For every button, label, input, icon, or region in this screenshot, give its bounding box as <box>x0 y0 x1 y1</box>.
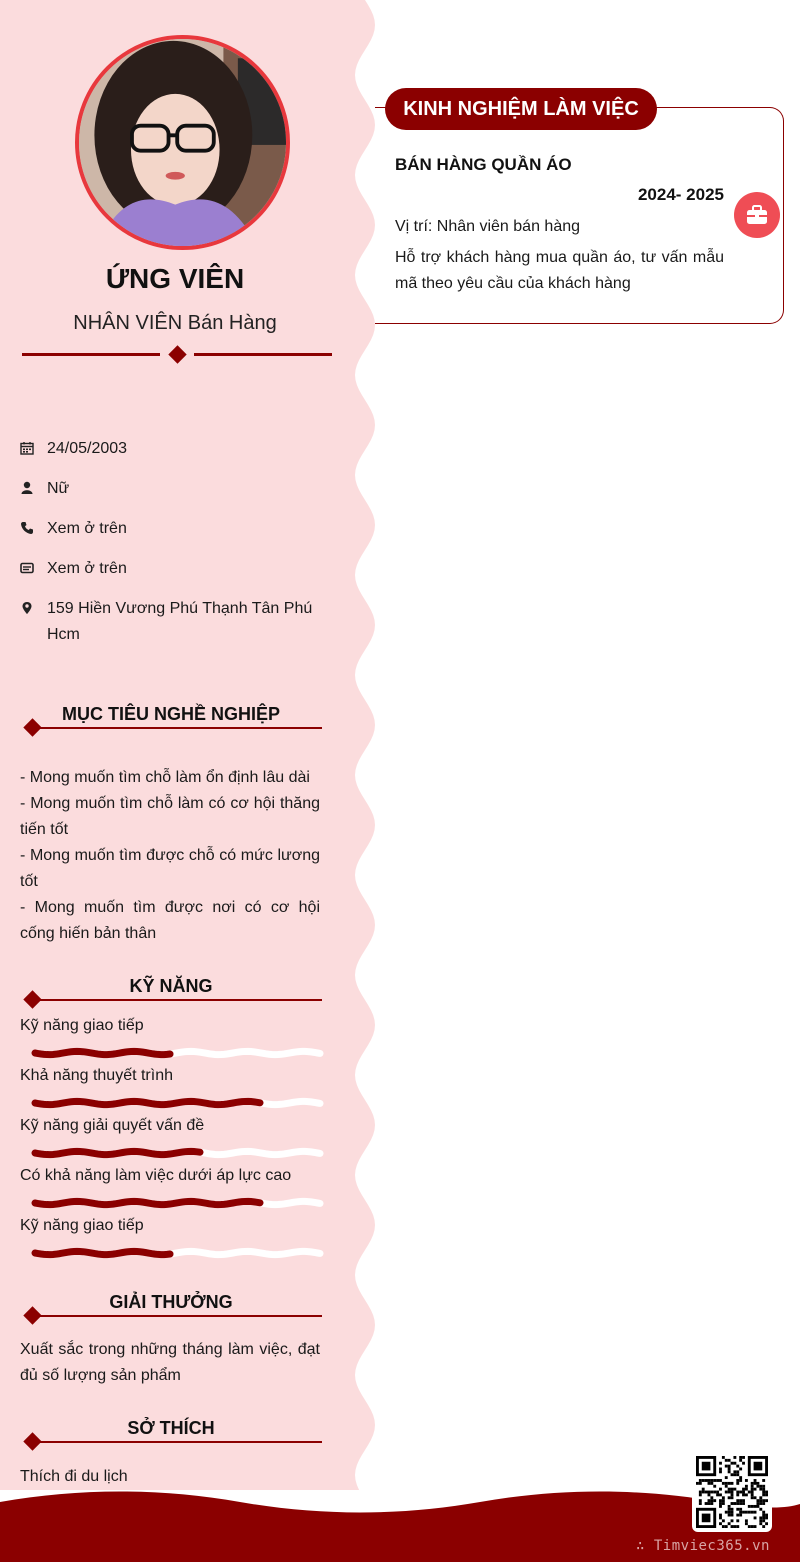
awards-text: Xuất sắc trong những tháng làm việc, đạt đủ số lượng sản phẩm <box>20 1341 320 1384</box>
email-icon <box>20 556 47 575</box>
skill-label: Có khả năng làm việc dưới áp lực cao <box>20 1167 292 1184</box>
skill-bar-fill <box>35 1051 170 1054</box>
contact-phone-text: Xem ở trên <box>47 520 127 537</box>
skill-label: Khả năng thuyết trình <box>20 1067 173 1084</box>
contact-birthday <box>20 436 320 462</box>
experience-position: Vị trí: Nhân viên bán hàng <box>395 218 581 235</box>
skill-bar <box>35 1098 320 1108</box>
candidate-job-title: NHÂN VIÊN Bán Hàng <box>73 312 277 334</box>
contact-email <box>20 556 320 582</box>
skill-label: Kỹ năng giải quyết vấn đề <box>20 1117 205 1134</box>
awards-heading-label: GIẢI THƯỞNG <box>109 1292 233 1312</box>
avatar-photo <box>75 35 290 250</box>
objective-line: - Mong muốn tìm chỗ làm ổn định lâu dài <box>20 769 310 786</box>
footer-brand: ∴ Timviec365.vn <box>636 1538 770 1554</box>
objective-heading <box>20 704 322 732</box>
skill-bar-fill <box>35 1251 170 1254</box>
skill-label: Kỹ năng giao tiếp <box>20 1017 144 1034</box>
skills-heading <box>20 976 322 1004</box>
contact-phone <box>20 516 320 542</box>
objective-line: - Mong muốn tìm chỗ làm có cơ hội thăng tiến tốt <box>20 795 320 838</box>
calendar-icon <box>20 436 47 455</box>
skill-bar <box>35 1248 320 1258</box>
candidate-name: ỨNG VIÊN <box>105 263 245 294</box>
briefcase-icon <box>734 192 780 238</box>
contact-list <box>20 436 320 662</box>
objective-line: - Mong muốn tìm được nơi có cơ hội cống hiến bản thân <box>20 899 320 942</box>
contact-email-text: Xem ở trên <box>47 560 127 577</box>
phone-icon <box>20 516 47 535</box>
hobbies-text: Thích đi du lịch <box>20 1468 128 1485</box>
skill-bar <box>35 1148 320 1158</box>
title-divider <box>22 346 332 364</box>
qr-code <box>692 1452 772 1532</box>
skills-heading-label: KỸ NĂNG <box>129 976 213 996</box>
skill-bar <box>35 1198 320 1208</box>
location-icon <box>20 596 47 615</box>
contact-birthday-text: 24/05/2003 <box>47 440 128 457</box>
skill-bar-fill <box>35 1201 260 1204</box>
objective-text <box>20 765 320 947</box>
skill-bar-fill <box>35 1101 260 1104</box>
contact-gender <box>20 476 320 502</box>
experience-description: Hỗ trợ khách hàng mua quần áo, tư vấn mẫu mã theo yêu cầu của khách hàng <box>395 249 724 292</box>
hobbies-heading <box>20 1418 322 1446</box>
awards-heading <box>20 1292 322 1320</box>
contact-address <box>20 596 320 648</box>
objective-line: - Mong muốn tìm được chỗ có mức lương tốt <box>20 847 320 890</box>
contact-address-text: 159 Hiền Vương Phú Thạnh Tân Phú Hcm <box>47 600 313 643</box>
experience-company: BÁN HÀNG QUẦN ÁO <box>395 155 572 174</box>
skill-bar-fill <box>35 1151 200 1154</box>
experience-period: 2024- 2025 <box>637 185 724 204</box>
experience-heading: KINH NGHIỆM LÀM VIỆC <box>385 88 657 130</box>
skill-bar <box>35 1048 320 1058</box>
skill-label: Kỹ năng giao tiếp <box>20 1217 144 1234</box>
user-icon <box>20 476 47 495</box>
contact-gender-text: Nữ <box>47 480 70 497</box>
objective-heading-label: MỤC TIÊU NGHỀ NGHIỆP <box>61 704 280 724</box>
hobbies-heading-label: SỞ THÍCH <box>127 1418 215 1438</box>
